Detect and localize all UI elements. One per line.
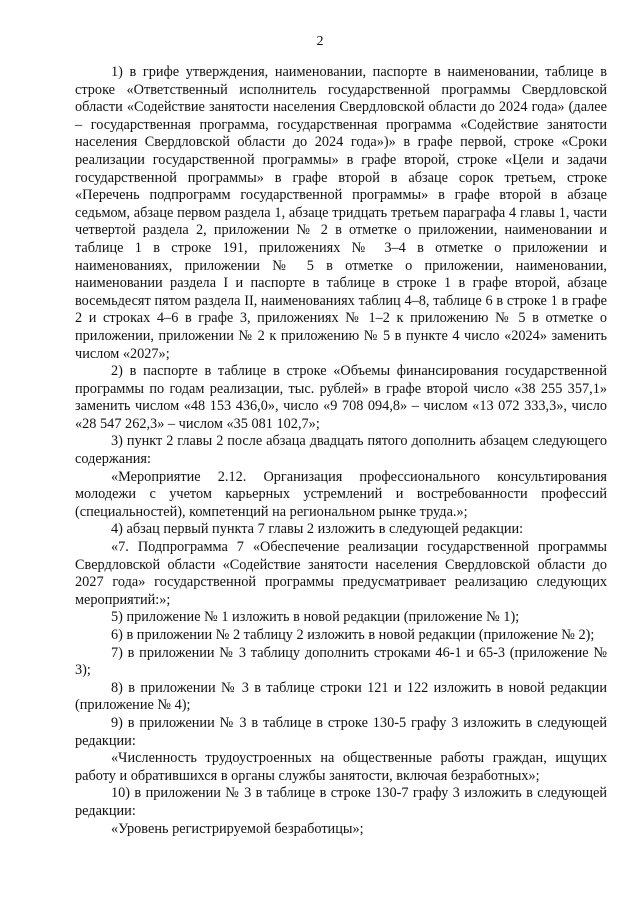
paragraph-item-9: 9) в приложении № 3 в таблице в строке 130-5 графу 3 изложить в следующей редакции: <box>75 714 607 749</box>
paragraph-quote-9: «Численность трудоустроенных на общественные работы граждан, ищущих работу и обратившихся в органы службы занятости, включая безработных»; <box>75 750 607 784</box>
paragraph-quote-3: «Мероприятие 2.12. Организация профессионального консультирования молодежи с учетом карьерных устремлений и востребованности профессий (специальностей), компетенций на региональном рынке труда.»; <box>75 468 607 520</box>
paragraph-quote-4: «7. Подпрограмма 7 «Обеспечение реализации государственной программы Свердловской области «Содействие занятости населения Свердловской области до 2027 года» государственной программы предусматривает реализацию следующих мероприятий:»; <box>75 539 607 608</box>
paragraph-item-8: 8) в приложении № 3 в таблице строки 121 и 122 изложить в новой редакции (приложение № 4); <box>75 679 607 714</box>
paragraph-item-5: 5) приложение № 1 изложить в новой редакции (приложение № 1); <box>111 609 520 626</box>
page-number: 2 <box>316 34 324 49</box>
document-body <box>75 64 607 838</box>
paragraph-item-1: 1) в грифе утверждения, наименовании, паспорте в наименовании, таблице в строке «Ответственный исполнитель государственной программы Свердловской области «Содействие занятости населения Свердловской области до 2024 года» (далее – государственная программа, государственная программа «Содействие занятости населения Свердловской области до 2024 года»)» в графе первой, строке «Сроки реализации государственной программы» в графе второй, строке «Цели и задачи государственной программы» в графе второй в абзаце сорок третьем, строке «Перечень подпрограмм государственной программы» в графе второй в абзаце седьмом, абзаце первом раздела 1, абзаце тридцать третьем параграфа 4 главы 1, части четвертой раздела 2, приложении № 2 в отметке о приложении, наименовании и таблице 1 в строке 191, приложениях № 3–4 в отметке о приложении и наименованиях, приложении № 5 в отметке о приложении, наименовании, наименовании раздела I и паспорте в таблице в строке 1 в графе второй, абзаце восемьдесят пятом раздела II, наименованиях таблиц 4–8, таблице 6 в строке 1 в графе 2 и строках 4–6 в графе 3, приложениях № 1–2 к приложению № 5 в отметке о приложении, приложении № 2 к приложению № 5 в пункте 4 число «2024» заменить числом «2027»; <box>75 64 607 362</box>
paragraph-quote-10: «Уровень регистрируемой безработицы»; <box>111 820 364 837</box>
paragraph-item-3: 3) пункт 2 главы 2 после абзаца двадцать пятого дополнить абзацем следующего содержания: <box>75 433 607 468</box>
paragraph-item-4: 4) абзац первый пункта 7 главы 2 изложить в следующей редакции: <box>111 521 524 538</box>
paragraph-item-7: 7) в приложении № 3 таблицу дополнить строками 46-1 и 65-3 (приложение № 3); <box>75 644 607 679</box>
paragraph-item-6: 6) в приложении № 2 таблицу 2 изложить в новой редакции (приложение № 2); <box>111 627 595 643</box>
paragraph-item-2: 2) в паспорте в таблице в строке «Объемы финансирования государственной программы по годам реализации, тыс. рублей» в графе второй число «38 255 357,1» заменить числом «48 153 436,0», число «9 708 094,8» – числом «13 072 333,3», число «28 547 262,3» – числом «35 081 102,7»; <box>75 363 607 432</box>
paragraph-item-10: 10) в приложении № 3 в таблице в строке 130-7 графу 3 изложить в следующей редакции: <box>75 785 607 819</box>
